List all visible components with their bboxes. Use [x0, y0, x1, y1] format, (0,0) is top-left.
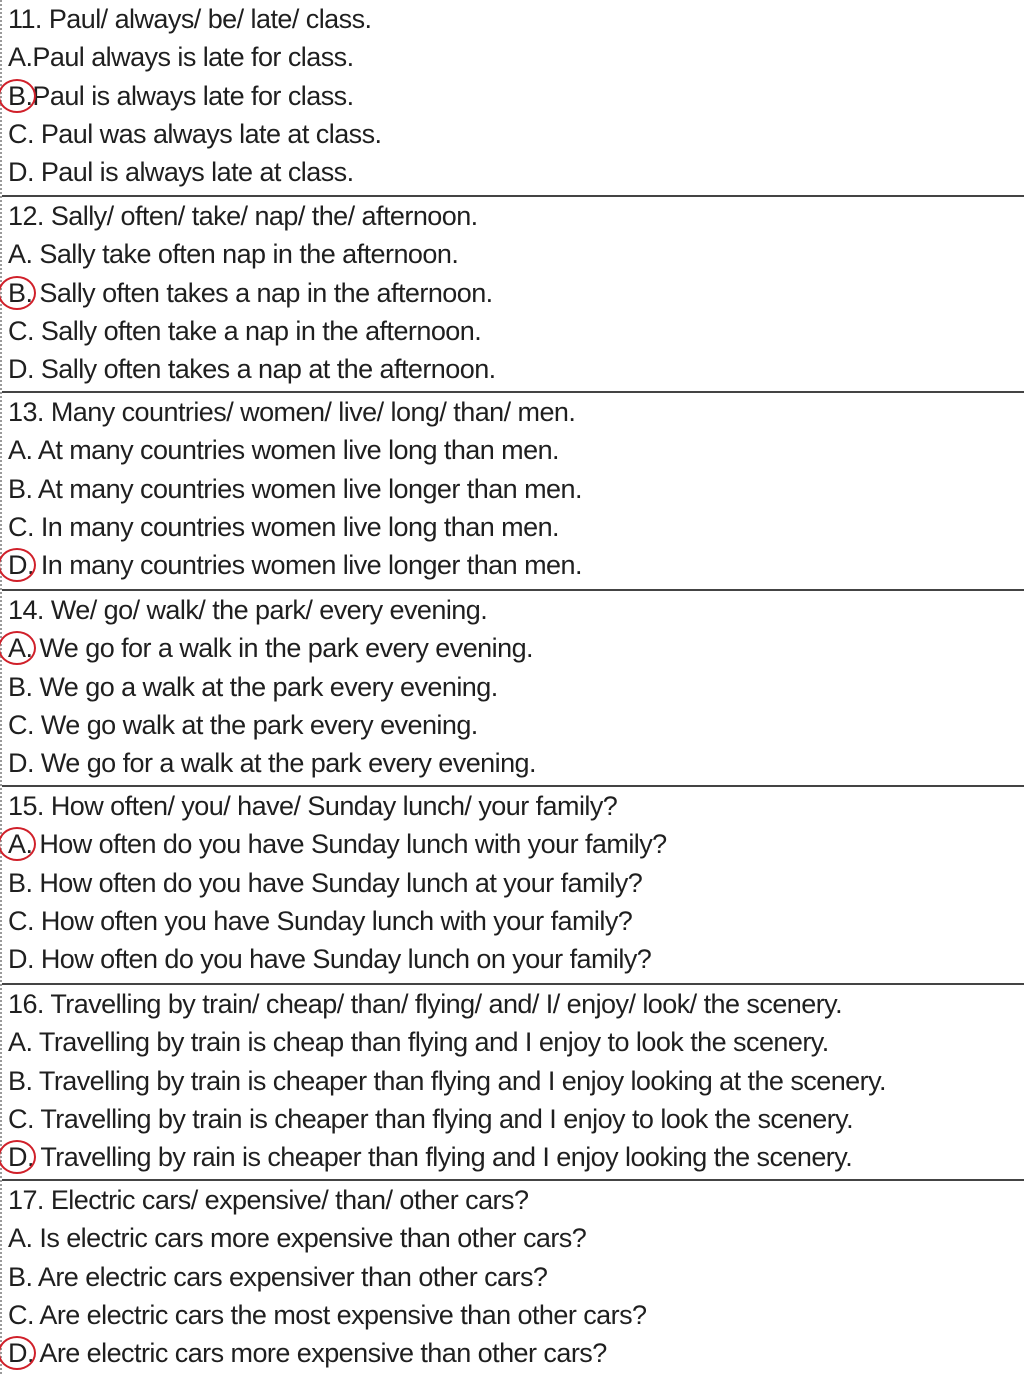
question-12	[2, 197, 1024, 393]
option-a: A.Paul always is late for class.	[8, 42, 354, 73]
question-17	[2, 1181, 1024, 1374]
question-stem: 15. How often/ you/ have/ Sunday lunch/ your family?	[8, 791, 618, 821]
option-d: D. How often do you have Sunday lunch on your family?	[8, 944, 652, 975]
option-b: B. We go a walk at the park every evening.	[8, 671, 498, 702]
option-a: A. How often do you have Sunday lunch with your family?	[2, 825, 1024, 863]
question-stem: 17. Electric cars/ expensive/ than/ other cars?	[8, 1185, 529, 1215]
option-b: B. Are electric cars expensiver than other cars?	[8, 1261, 548, 1292]
question-stem: 12. Sally/ often/ take/ nap/ the/ afternoon.	[8, 201, 478, 231]
option-d: D. In many countries women live longer than men.	[2, 546, 1024, 584]
option-d: D. We go for a walk at the park every evening.	[8, 748, 536, 779]
option-c: C. Paul was always late at class.	[8, 118, 382, 149]
question-stem: 14. We/ go/ walk/ the park/ every evening.	[8, 595, 488, 625]
answer-circle-mark	[0, 631, 36, 665]
option-a: A. We go for a walk in the park every evening.	[2, 629, 1024, 667]
question-11	[2, 0, 1024, 197]
answer-circle-mark	[0, 276, 36, 310]
option-b: B. Sally often takes a nap in the afternoon.	[2, 274, 1024, 312]
option-a: A. Is electric cars more expensive than other cars?	[8, 1223, 587, 1254]
question-15	[2, 787, 1024, 985]
question-13	[2, 393, 1024, 591]
option-b: B. How often do you have Sunday lunch at your family?	[8, 867, 643, 898]
option-b: B. At many countries women live longer than men.	[8, 473, 582, 504]
option-c: C. Are electric cars the most expensive than other cars?	[8, 1299, 647, 1330]
option-d: D. Travelling by rain is cheaper than flying and I enjoy looking the scenery.	[2, 1138, 1024, 1176]
answer-circle-mark	[0, 827, 36, 861]
option-c: C. We go walk at the park every evening.	[8, 709, 478, 740]
option-b: B. Travelling by train is cheaper than flying and I enjoy looking at the scenery.	[8, 1065, 886, 1096]
option-d: D. Are electric cars more expensive than other cars?	[2, 1334, 1024, 1372]
option-d: D. Paul is always late at class.	[8, 157, 354, 188]
answer-circle-mark	[0, 1140, 36, 1174]
option-d: D. Sally often takes a nap at the afternoon.	[8, 354, 496, 385]
option-a: A. Travelling by train is cheap than flying and I enjoy to look the scenery.	[8, 1027, 829, 1058]
answer-circle-mark	[0, 79, 36, 113]
option-c: C. How often you have Sunday lunch with your family?	[8, 905, 633, 936]
question-stem: 16. Travelling by train/ cheap/ than/ flying/ and/ I/ enjoy/ look/ the scenery.	[8, 989, 843, 1019]
option-a: A. Sally take often nap in the afternoon.	[8, 239, 459, 270]
question-14	[2, 591, 1024, 787]
answer-circle-mark	[0, 548, 36, 582]
option-c: C. Travelling by train is cheaper than flying and I enjoy to look the scenery.	[8, 1103, 854, 1134]
answer-circle-mark	[0, 1336, 36, 1370]
question-stem: 13. Many countries/ women/ live/ long/ than/ men.	[8, 397, 576, 427]
option-c: C. In many countries women live long than men.	[8, 511, 559, 542]
option-c: C. Sally often take a nap in the afternoon.	[8, 315, 482, 346]
question-stem: 11. Paul/ always/ be/ late/ class.	[8, 4, 372, 34]
question-16	[2, 985, 1024, 1181]
option-b: B.Paul is always late for class.	[2, 77, 1024, 115]
option-a: A. At many countries women live long than men.	[8, 435, 559, 466]
